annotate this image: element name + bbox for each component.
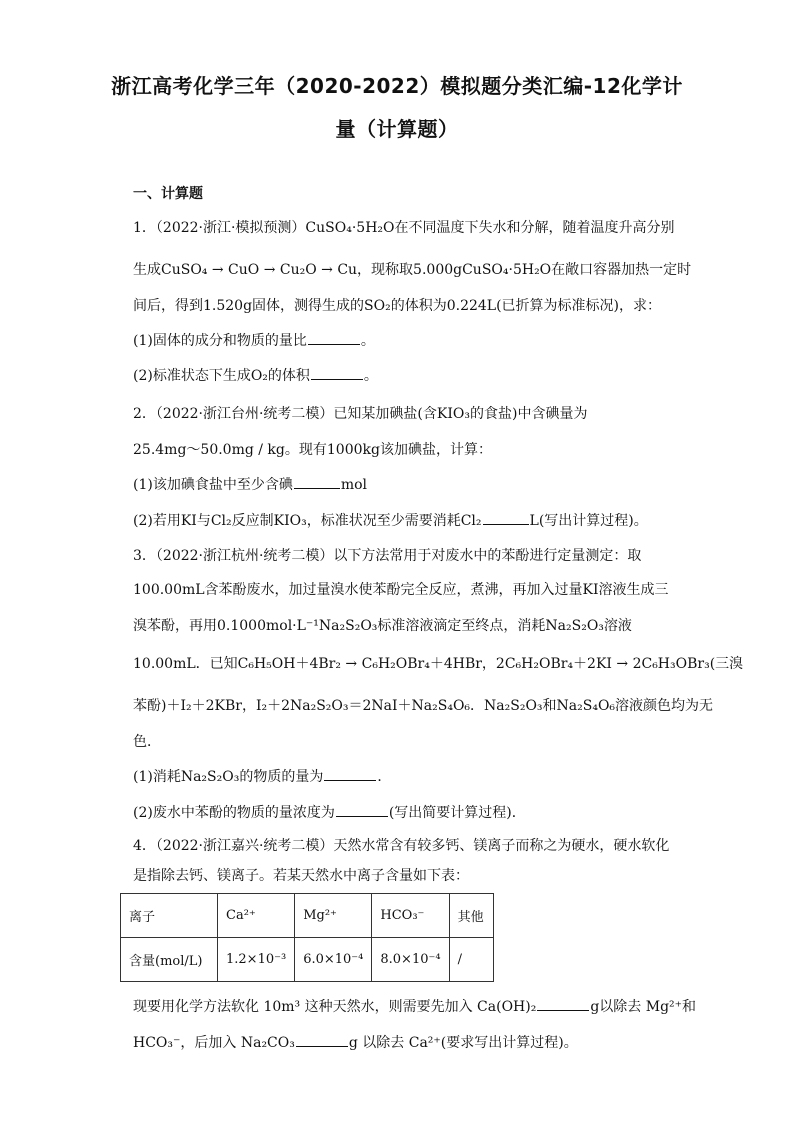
q3-part-1-text: (1)消耗Na₂S₂O₃的物质的量为 xyxy=(133,769,324,785)
table-cell: 离子 xyxy=(121,894,218,938)
table-cell: / xyxy=(449,938,493,982)
q4-line-3 xyxy=(133,996,696,1017)
table-cell: 8.0×10⁻⁴ xyxy=(372,938,449,982)
q2-part-2-end: L(写出计算过程)。 xyxy=(529,513,648,529)
q2-line-2: 25.4mg～50.0mg / kg。现有1000kg该加碘盐，计算： xyxy=(133,442,492,458)
q1-part-1-end: 。 xyxy=(360,333,375,349)
table-row xyxy=(121,894,494,938)
q4-line-4-text: HCO₃⁻，后加入 Na₂CO₃ xyxy=(133,1035,295,1051)
answer-blank[interactable] xyxy=(537,996,589,1011)
q2-part-1-end: mol xyxy=(340,477,368,493)
q3-line-5: 苯酚)＋I₂＋2KBr，I₂＋2Na₂S₂O₃＝2NaI＋Na₂S₄O₆．Na₂S₂O₃和Na₂S₄O₆溶液颜色均为无 xyxy=(133,698,714,714)
q2-part-2-text: (2)若用KI与Cl₂反应制KIO₃，标准状况至少需要消耗Cl₂ xyxy=(133,513,482,529)
answer-blank[interactable] xyxy=(296,1032,348,1047)
q4-line-3-end: g以除去 Mg²⁺和 xyxy=(590,999,697,1015)
table-row xyxy=(121,938,494,982)
table-cell: 6.0×10⁻⁴ xyxy=(295,938,372,982)
answer-blank[interactable] xyxy=(311,365,363,380)
answer-blank[interactable] xyxy=(483,510,529,525)
q1-part-1 xyxy=(133,330,375,351)
table-cell: Ca²⁺ xyxy=(218,894,295,938)
q2-part-1-text: (1)该加碘食盐中至少含碘 xyxy=(133,477,293,493)
q3-part-1-end: ． xyxy=(377,769,392,785)
q1-line-2: 生成CuSO₄ → CuO → Cu₂O → Cu，现称取5.000gCuSO₄·5H₂O在敞口容器加热一定时 xyxy=(133,262,692,278)
q4-line-4-end: g 以除去 Ca²⁺(要求写出计算过程)。 xyxy=(348,1035,578,1051)
q3-line-3: 溴苯酚，再用0.1000mol·L⁻¹Na₂S₂O₃标准溶液滴定至终点，消耗Na₂S₂O₃溶液 xyxy=(133,618,632,634)
q2-part-1 xyxy=(133,474,367,495)
answer-blank[interactable] xyxy=(324,766,376,781)
q3-part-1 xyxy=(133,766,391,787)
title-line-1: 浙江高考化学三年（2020-2022）模拟题分类汇编-12化学计 xyxy=(111,74,683,98)
q2-line-1: 2．（2022·浙江台州·统考二模）已知某加碘盐(含KIO₃的食盐)中含碘量为 xyxy=(133,406,588,422)
q4-line-4 xyxy=(133,1032,578,1053)
q4-line-1: 4．（2022·浙江嘉兴·统考二模）天然水常含有较多钙、镁离子而称之为硬水，硬水软化 xyxy=(133,838,670,854)
q1-part-2 xyxy=(133,365,378,386)
q3-part-2-text: (2)废水中苯酚的物质的量浓度为 xyxy=(133,805,335,821)
q1-part-1-text: (1)固体的成分和物质的量比 xyxy=(133,333,307,349)
q4-line-2: 是指除去钙、镁离子。若某天然水中离子含量如下表： xyxy=(133,868,469,884)
q1-part-2-end: 。 xyxy=(363,368,378,384)
q3-line-1: 3．（2022·浙江杭州·统考二模）以下方法常用于对废水中的苯酚进行定量测定：取 xyxy=(133,548,642,564)
table-cell: 1.2×10⁻³ xyxy=(218,938,295,982)
table-cell: 含量(mol/L) xyxy=(121,938,218,982)
answer-blank[interactable] xyxy=(308,330,360,345)
q2-part-2 xyxy=(133,510,648,531)
q1-line-3: 间后，得到1.520g固体，测得生成的SO₂的体积为0.224L(已折算为标准标况)，求： xyxy=(133,298,662,314)
title-line-2: 量（计算题） xyxy=(335,117,459,141)
table-cell: 其他 xyxy=(449,894,493,938)
q3-line-2: 100.00mL含苯酚废水，加过量溴水使苯酚完全反应，煮沸，再加入过量KI溶液生成三 xyxy=(133,582,669,598)
q3-line-4: 10.00mL．已知C₆H₅OH＋4Br₂ → C₆H₂OBr₄＋4HBr，2C₆H₂OBr₄＋2KI → 2C₆H₃OBr₃(三溴 xyxy=(133,656,744,672)
table-cell: Mg²⁺ xyxy=(295,894,372,938)
ion-content-table xyxy=(120,893,494,982)
q3-part-2 xyxy=(133,802,526,823)
answer-blank[interactable] xyxy=(336,802,388,817)
section-heading: 一、计算题 xyxy=(133,186,203,202)
q4-line-3-text: 现要用化学方法软化 10m³ 这种天然水，则需要先加入 Ca(OH)₂ xyxy=(133,999,537,1015)
q3-line-6: 色． xyxy=(133,734,161,750)
q3-part-2-end: (写出简要计算过程)． xyxy=(388,805,526,821)
q1-part-2-text: (2)标准状态下生成O₂的体积 xyxy=(133,368,310,384)
table-cell: HCO₃⁻ xyxy=(372,894,449,938)
answer-blank[interactable] xyxy=(294,474,340,489)
q1-line-1: 1．（2022·浙江·模拟预测）CuSO₄·5H₂O在不同温度下失水和分解，随着温度升高分别 xyxy=(133,220,675,236)
